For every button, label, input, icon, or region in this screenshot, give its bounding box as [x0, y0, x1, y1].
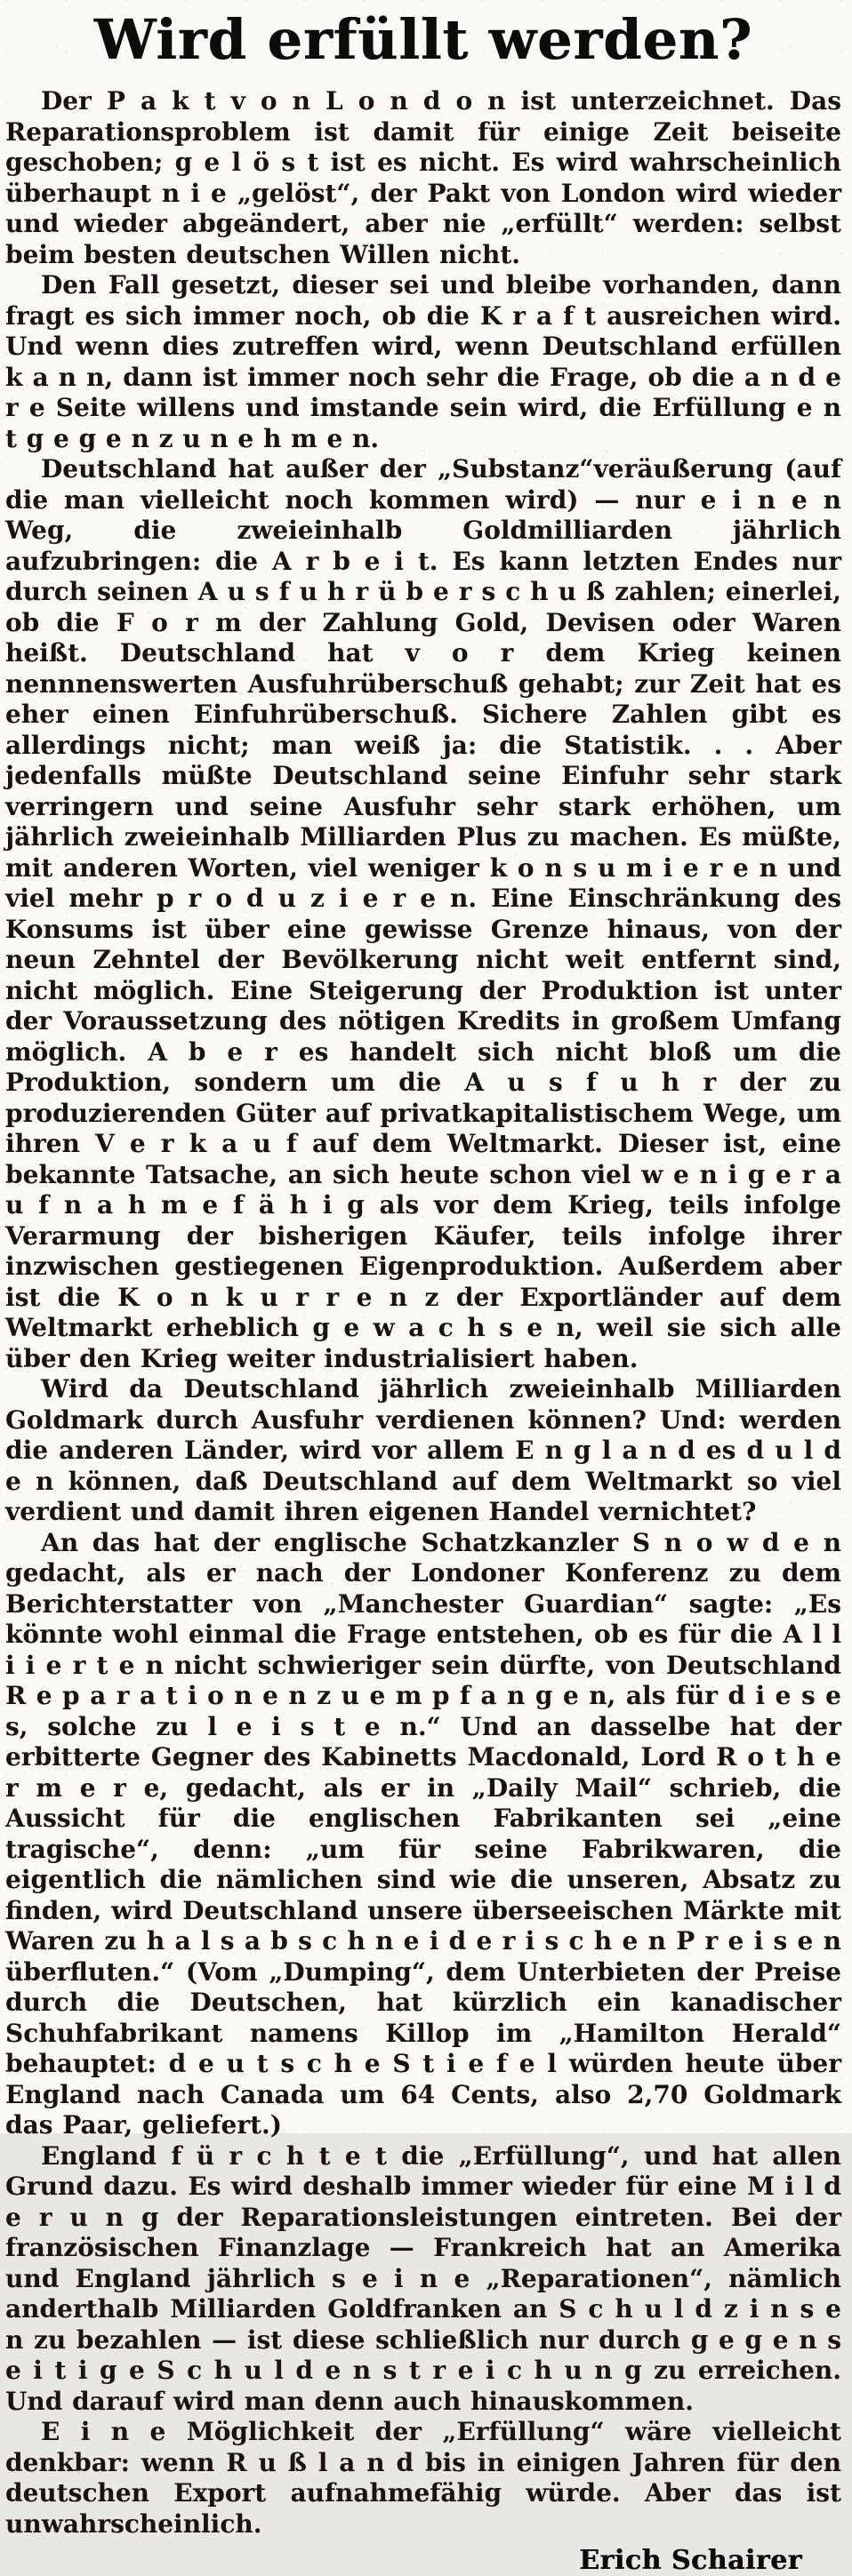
paragraph-2: Den Fall gesetzt, dieser sei und bleibe vorhanden, dann fragt es sich immer noch, ob die K r a f t ausreichen wird. Und wenn dies zutreffen wird, wenn Deutschland erfüllen k a n n, dann ist immer noch sehr die Frage, ob die a n d e r e Seite willens und imstande sein wird, die Erfüllung e n t g e g e n z u n e h m e n.	[5, 270, 841, 453]
paragraph-5: An das hat der englische Schatzkanzler S n o w d e n gedacht, als er nach der Londoner Konferenz zu dem Berichterstatter von „Manchester Guardian“ sagte: „Es könnte wohl einmal die Frage entstehen, ob es für die A l l i i e r t e n nicht schwieriger sein dürfte, von Deutschland R e p a r a t i o n e n z u e m p f a n g e n, als für d i e s e s, solche zu l e i s t e n.“ Und an dasselbe hat der erbitterte Gegner des Kabinetts Macdonald, Lord R o t h e r m e r e, gedacht, als er in „Daily Mail“ schrieb, die Aussicht für die englischen Fabrikanten sei „eine tragische“, denn: „um für seine Fabrikwaren, die eigentlich die nämlichen sind wie die unseren, Absatz zu finden, wird Deutschland unsere überseeischen Märkte mit Waren zu h a l s a b s c h n e i d e r i s c h e n P r e i s e n überfluten.“ (Vom „Dumping“, dem Unterbieten der Preise durch die Deutschen, hat kürzlich ein kanadischer Schuhfabrikant namens Killop im „Hamilton Herald“ behauptet: d e u t s c h e S t i e f e l würden heute über England nach Canada um 64 Cents, also 2,70 Goldmark das Paar, geliefert.)	[5, 1527, 841, 2140]
paragraph-6: England f ü r c h t e t die „Erfüllung“, und hat allen Grund dazu. Es wird deshalb immer wieder für eine M i l d e r u n g der Reparationsleistungen eintreten. Bei der französischen Finanzlage — Frankreich hat an Amerika und England jährlich s e i n e „Reparationen“, nämlich anderthalb Milliarden Goldfranken an S c h u l d z i n s e n zu bezahlen — ist diese schließlich nur durch g e g e n s e i t i g e S c h u l d e n s t r e i c h u n g zu erreichen. Und darauf wird man denn auch hinauskommen.	[5, 2140, 841, 2416]
article-title: Wird erfüllt werden?	[93, 7, 753, 72]
paragraph-4: Wird da Deutschland jährlich zweieinhalb Milliarden Goldmark durch Ausfuhr verdienen können? Und: werden die anderen Länder, wird vor allem E n g l a n d es d u l d e n können, daß Deutschland auf dem Weltmarkt so viel verdient und damit ihren eigenen Handel vernichtet?	[5, 1374, 841, 1527]
author-signature: Erich Schairer	[579, 2545, 802, 2576]
paragraph-3: Deutschland hat außer der „Substanz“veräußerung (auf die man vielleicht noch kommen wird) — nur e i n e n Weg, die zweieinhalb Goldmilliarden jährlich aufzubringen: die A r b e i t. Es kann letzten Endes nur durch seinen A u s f u h r ü b e r s c h u ß zahlen; einerlei, ob die F o r m der Zahlung Gold, Devisen oder Waren heißt. Deutschland hat v o r dem Krieg keinen nennnenswerten Ausfuhrüberschuß gehabt; zur Zeit hat es eher einen Einfuhrüberschuß. Sichere Zahlen gibt es allerdings nicht; man weiß ja: die Statistik. . . Aber jedenfalls müßte Deutschland seine Einfuhr sehr stark verringern und seine Ausfuhr sehr stark erhöhen, um jährlich zweieinhalb Milliarden Plus zu machen. Es müßte, mit anderen Worten, viel weniger k o n s u m i e r e n und viel mehr p r o d u z i e r e n. Eine Einschränkung des Konsums ist über eine gewisse Grenze hinaus, von der neun Zehntel der Bevölkerung nicht weit entfernt sind, nicht möglich. Eine Steigerung der Produktion ist unter der Voraussetzung des nötigen Kredits in großem Umfang möglich. A b e r es handelt sich nicht bloß um die Produktion, sondern um die A u s f u h r der zu produzierenden Güter auf privatkapitalistischem Wege, um ihren V e r k a u f auf dem Weltmarkt. Dieser ist, eine bekannte Tatsache, an sich heute schon viel w e n i g e r a u f n a h m e f ä h i g als vor dem Krieg, teils infolge Verarmung der bisherigen Käufer, teils infolge ihrer inzwischen gestiegenen Eigenproduktion. Außerdem aber ist die K o n k u r r e n z der Exportländer auf dem Weltmarkt erheblich g e w a c h s e n, weil sie sich alle über den Krieg weiter industrialisiert haben.	[5, 454, 841, 1373]
article-body	[5, 86, 841, 2540]
paragraph-7: E i n e Möglichkeit der „Erfüllung“ wäre vielleicht denkbar: wenn R u ß l a n d bis in einigen Jahren für den deutschen Export aufnahmefähig würde. Aber das ist unwahrscheinlich.	[5, 2417, 841, 2539]
paragraph-1: Der P a k t v o n L o n d o n ist unterzeichnet. Das Reparationsproblem ist damit für einige Zeit beiseite geschoben; g e l ö s t ist es nicht. Es wird wahrscheinlich überhaupt n i e „gelöst“, der Pakt von London wird wieder und wieder abgeändert, aber nie „erfüllt“ werden: selbst beim besten deutschen Willen nicht.	[5, 86, 841, 269]
